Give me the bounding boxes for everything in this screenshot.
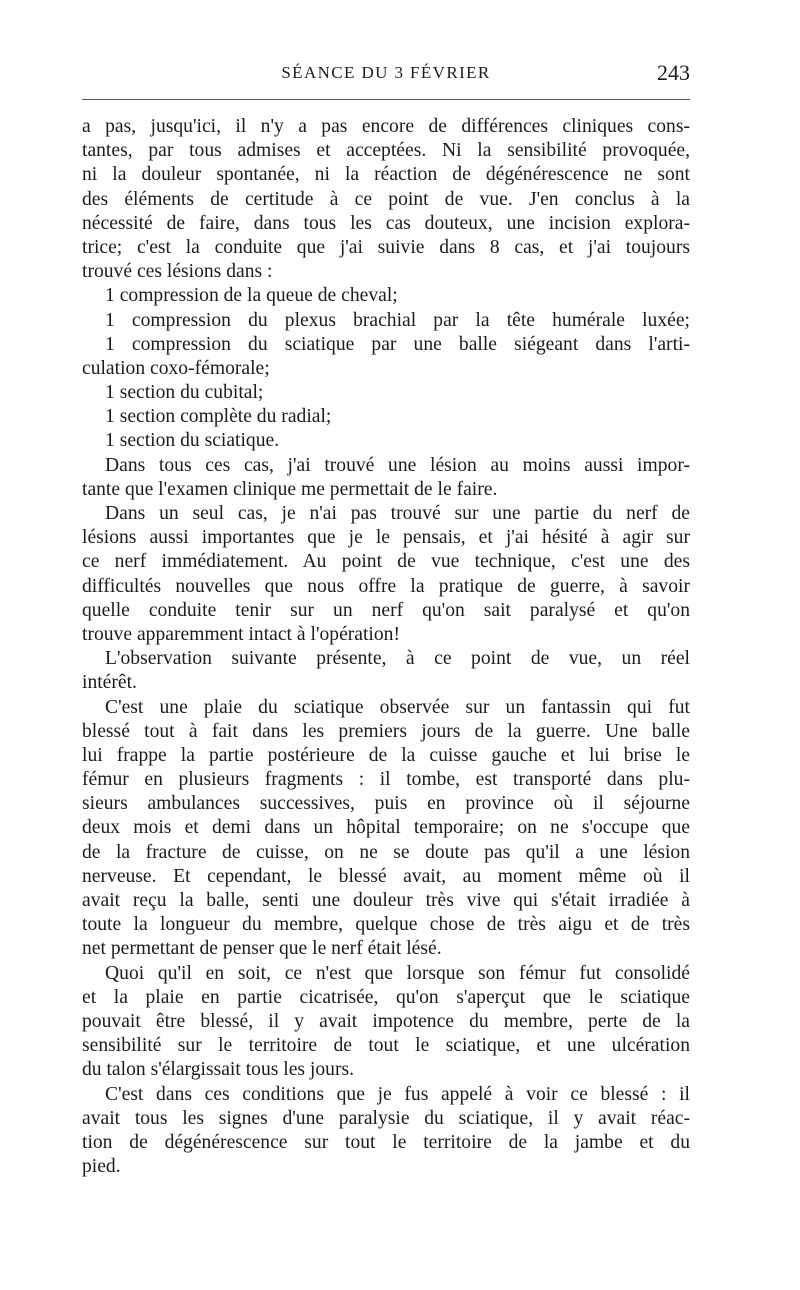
text-line: trice; c'est la conduite que j'ai suivie dans 8 cas, et j'ai toujours xyxy=(82,236,690,258)
text-line: C'est une plaie du sciatique observée sur un fantassin qui fut xyxy=(105,696,690,718)
text-line: fémur en plusieurs fragments : il tombe, est transporté dans plu- xyxy=(82,769,690,791)
text-line: tante que l'examen clinique me permettait de le faire. xyxy=(82,478,498,500)
running-title: SÉANCE DU 3 FÉVRIER xyxy=(281,63,491,82)
text-line: difficultés nouvelles que nous offre la pratique de guerre, à savoir xyxy=(82,575,690,597)
page-number: 243 xyxy=(657,60,690,85)
text-line: lésions aussi importantes que je le pensais, et j'ai hésité à agir sur xyxy=(82,527,690,549)
text-line: toute la longueur du membre, quelque chose de très aigu et de très xyxy=(82,914,690,936)
text-line: avait reçu la balle, senti une douleur très vive qui s'était irradiée à xyxy=(82,890,690,911)
text-line: de la fracture de cuisse, on ne se doute pas qu'il a une lésion xyxy=(82,841,690,863)
text-line: trouve apparemment intact à l'opération! xyxy=(82,623,400,645)
text-line: et la plaie en partie cicatrisée, qu'on s'aperçut que le sciatique xyxy=(82,986,690,1008)
text-line: net permettant de penser que le nerf était lésé. xyxy=(82,938,442,960)
text-line: lui frappe la partie postérieure de la cuisse gauche et lui brise le xyxy=(82,744,690,766)
text-line: tion de dégénérescence sur tout le territoire de la jambe et du xyxy=(82,1131,690,1153)
text-line: 1 compression du plexus brachial par la tête humérale luxée; xyxy=(105,309,690,331)
text-line: culation coxo-fémorale; xyxy=(82,357,270,379)
text-line: tantes, par tous admises et acceptées. Ni la sensibilité provoquée, xyxy=(82,140,690,162)
running-head xyxy=(82,58,690,88)
body-text xyxy=(82,115,690,1179)
text-line: ce nerf immédiatement. Au point de vue technique, c'est une des xyxy=(82,551,690,573)
text-line: intérêt. xyxy=(82,672,137,694)
text-line: sieurs ambulances successives, puis en province où il séjourne xyxy=(82,793,690,815)
text-line: sensibilité sur le territoire de tout le sciatique, et une ulcération xyxy=(82,1035,690,1057)
text-line: nécessité de faire, dans tous les cas douteux, une incision explora- xyxy=(82,212,690,234)
text-line: blessé tout à fait dans les premiers jours de la guerre. Une balle xyxy=(82,720,690,742)
text-line: 1 section complète du radial; xyxy=(105,406,332,428)
text-line: 1 compression du sciatique par une balle siégeant dans l'arti- xyxy=(105,333,690,355)
text-line: du talon s'élargissait tous les jours. xyxy=(82,1059,355,1081)
text-line: 1 section du sciatique. xyxy=(105,430,280,452)
text-line: des éléments de certitude à ce point de vue. J'en conclus à la xyxy=(82,188,690,210)
text-line: deux mois et demi dans un hôpital temporaire; on ne s'occupe que xyxy=(82,817,690,839)
text-line: pouvait être blessé, il y avait impotence du membre, perte de la xyxy=(82,1010,690,1032)
text-line: a pas, jusqu'ici, il n'y a pas encore de différences cliniques cons- xyxy=(82,116,690,137)
text-line: 1 compression de la queue de cheval; xyxy=(105,285,398,307)
text-line: C'est dans ces conditions que je fus appelé à voir ce blessé : il xyxy=(105,1083,690,1105)
text-line: Dans un seul cas, je n'ai pas trouvé sur une partie du nerf de xyxy=(105,503,690,524)
text-line: pied. xyxy=(82,1156,121,1178)
text-line: trouvé ces lésions dans : xyxy=(82,261,273,283)
text-line: ni la douleur spontanée, ni la réaction de dégénérescence ne sont xyxy=(82,164,690,186)
text-line: quelle conduite tenir sur un nerf qu'on sait paralysé et qu'on xyxy=(82,599,690,621)
text-line: 1 section du cubital; xyxy=(105,382,264,404)
text-line: L'observation suivante présente, à ce point de vue, un réel xyxy=(105,648,690,670)
text-line: Quoi qu'il en soit, ce n'est que lorsque son fémur fut consolidé xyxy=(105,962,690,984)
text-line: Dans tous ces cas, j'ai trouvé une lésion au moins aussi impor- xyxy=(105,454,690,476)
text-line: nerveuse. Et cependant, le blessé avait, au moment même où il xyxy=(82,865,690,887)
header-rule xyxy=(82,99,690,100)
text-line: avait tous les signes d'une paralysie du sciatique, il y avait réac- xyxy=(82,1107,690,1129)
